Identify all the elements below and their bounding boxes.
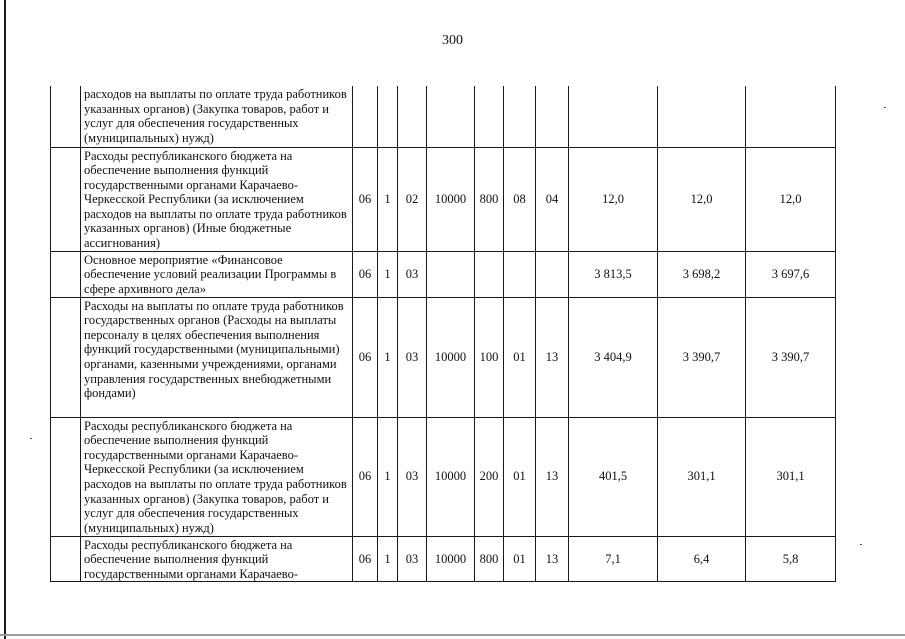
- code-cell: 06: [353, 417, 378, 536]
- amount-cell: 301,1: [746, 417, 836, 536]
- code-cell: 100: [475, 297, 504, 417]
- code-cell: 13: [536, 297, 569, 417]
- amount-cell: 6,4: [658, 536, 746, 582]
- code-cell: 03: [398, 251, 427, 297]
- budget-table: [50, 86, 836, 582]
- amount-cell: 7,1: [569, 536, 658, 582]
- code-cell: [378, 86, 398, 147]
- code-cell: 800: [475, 536, 504, 582]
- table-row: [51, 86, 836, 147]
- page-number: 300: [442, 33, 463, 48]
- code-cell: 1: [378, 417, 398, 536]
- scan-speck: [884, 107, 886, 108]
- code-cell: [504, 86, 536, 147]
- amount-cell: 12,0: [746, 147, 836, 251]
- code-cell: 200: [475, 417, 504, 536]
- index-cell: [51, 251, 81, 297]
- table-row: [51, 417, 836, 536]
- index-cell: [51, 417, 81, 536]
- code-cell: [475, 86, 504, 147]
- description-cell: Расходы республиканского бюджета на обеспечение выполнения функций государственными органами Карачаево-Черкесской Республики (за исключением расходов на выплаты по оплате труда работников указанных органов) (Закупка товаров, работ и услуг для обеспечения государственных (муниципальных) нужд): [81, 417, 353, 536]
- amount-cell: [746, 86, 836, 147]
- code-cell: 03: [398, 297, 427, 417]
- code-cell: 06: [353, 251, 378, 297]
- code-cell: 10000: [427, 536, 475, 582]
- amount-cell: 3 390,7: [746, 297, 836, 417]
- code-cell: 13: [536, 417, 569, 536]
- amount-cell: [658, 86, 746, 147]
- code-cell: 800: [475, 147, 504, 251]
- code-cell: 13: [536, 536, 569, 582]
- amount-cell: 3 404,9: [569, 297, 658, 417]
- code-cell: 1: [378, 536, 398, 582]
- amount-cell: 301,1: [658, 417, 746, 536]
- description-cell: расходов на выплаты по оплате труда работников указанных органов) (Закупка товаров, работ и услуг для обеспечения государственных (муниципальных) нужд): [81, 86, 353, 147]
- table-row: [51, 147, 836, 251]
- code-cell: 10000: [427, 417, 475, 536]
- code-cell: 06: [353, 147, 378, 251]
- amount-cell: 3 697,6: [746, 251, 836, 297]
- code-cell: [427, 86, 475, 147]
- scan-speck: [860, 544, 862, 545]
- amount-cell: 5,8: [746, 536, 836, 582]
- code-cell: 1: [378, 147, 398, 251]
- code-cell: 1: [378, 251, 398, 297]
- description-cell: Расходы на выплаты по оплате труда работников государственных органов (Расходы на выплаты персоналу в целях обеспечения выполнения функций государственными (муниципальными) органами, казенными учреждениями, органами управления государственных внебюджетными фондами): [81, 297, 353, 417]
- code-cell: [398, 86, 427, 147]
- code-cell: 01: [504, 536, 536, 582]
- code-cell: 04: [536, 147, 569, 251]
- amount-cell: 3 813,5: [569, 251, 658, 297]
- code-cell: 1: [378, 297, 398, 417]
- description-cell: Расходы республиканского бюджета на обеспечение выполнения функций государственными органами Карачаево-Черкесской Республики (за исключением расходов на выплаты по оплате труда работников указанных органов) (Иные бюджетные ассигнования): [81, 147, 353, 251]
- amount-cell: [569, 86, 658, 147]
- code-cell: 02: [398, 147, 427, 251]
- table-row: [51, 536, 836, 582]
- amount-cell: 3 698,2: [658, 251, 746, 297]
- code-cell: 10000: [427, 297, 475, 417]
- amount-cell: 12,0: [658, 147, 746, 251]
- code-cell: [427, 251, 475, 297]
- code-cell: 10000: [427, 147, 475, 251]
- code-cell: [475, 251, 504, 297]
- code-cell: 01: [504, 417, 536, 536]
- code-cell: [353, 86, 378, 147]
- code-cell: 06: [353, 297, 378, 417]
- table-row: [51, 297, 836, 417]
- code-cell: [504, 251, 536, 297]
- code-cell: 01: [504, 297, 536, 417]
- amount-cell: 12,0: [569, 147, 658, 251]
- code-cell: 06: [353, 536, 378, 582]
- amount-cell: 401,5: [569, 417, 658, 536]
- code-cell: 03: [398, 417, 427, 536]
- scan-edge-bottom: [0, 634, 905, 636]
- code-cell: [536, 251, 569, 297]
- index-cell: [51, 297, 81, 417]
- code-cell: 03: [398, 536, 427, 582]
- description-cell: Расходы республиканского бюджета на обеспечение выполнения функций государственными органами Карачаево-: [81, 536, 353, 582]
- amount-cell: 3 390,7: [658, 297, 746, 417]
- code-cell: [536, 86, 569, 147]
- scan-speck: [30, 438, 32, 439]
- table-row: [51, 251, 836, 297]
- description-cell: Основное мероприятие «Финансовое обеспечение условий реализации Программы в сфере архивного дела»: [81, 251, 353, 297]
- scan-edge-left: [4, 0, 6, 639]
- code-cell: 08: [504, 147, 536, 251]
- index-cell: [51, 536, 81, 582]
- index-cell: [51, 86, 81, 147]
- index-cell: [51, 147, 81, 251]
